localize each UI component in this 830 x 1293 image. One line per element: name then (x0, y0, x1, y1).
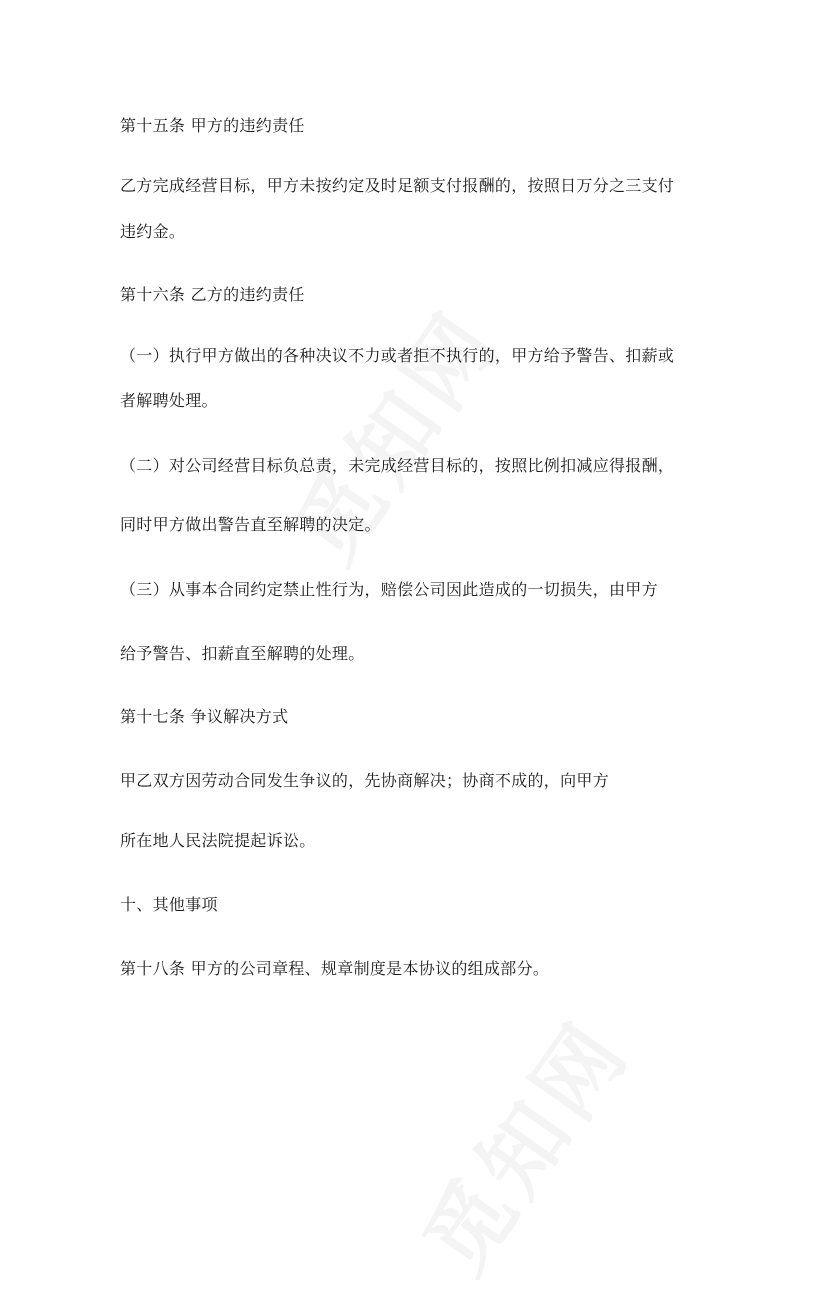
article-16-item-3-line-1: （三）从事本合同约定禁止性行为，赔偿公司因此造成的一切损失，由甲方 (120, 580, 658, 599)
article-17-body-line-2: 所在地人民法院提起诉讼。 (120, 831, 316, 850)
article-17-body-line-1: 甲乙双方因劳动合同发生争议的，先协商解决；协商不成的，向甲方 (120, 771, 610, 790)
article-17-heading: 第十七条 争议解决方式 (120, 707, 289, 726)
article-16-item-1-line-2: 者解聘处理。 (120, 391, 218, 410)
article-16-item-2-line-1: （二）对公司经营目标负总责，未完成经营目标的，按照比例扣减应得报酬， (120, 456, 675, 475)
article-15-body-line-1: 乙方完成经营目标，甲方未按约定及时足额支付报酬的，按照日万分之三支付 (120, 176, 675, 195)
watermark (259, 281, 522, 583)
article-16-item-1-line-1: （一）执行甲方做出的各种决议不力或者拒不执行的，甲方给予警告、扣薪或 (120, 346, 675, 365)
article-16-item-3-line-2: 给予警告、扣薪直至解聘的处理。 (120, 644, 365, 663)
article-16-heading: 第十六条 乙方的违约责任 (120, 285, 305, 304)
article-15-body-line-2: 违约金。 (120, 222, 186, 241)
article-15-heading: 第十五条 甲方的违约责任 (120, 116, 305, 135)
watermark (389, 991, 652, 1293)
section-10-heading: 十、其他事项 (120, 895, 218, 914)
article-18-heading: 第十八条 甲方的公司章程、规章制度是本协议的组成部分。 (120, 959, 550, 978)
article-16-item-2-line-2: 同时甲方做出警告直至解聘的决定。 (120, 515, 381, 534)
